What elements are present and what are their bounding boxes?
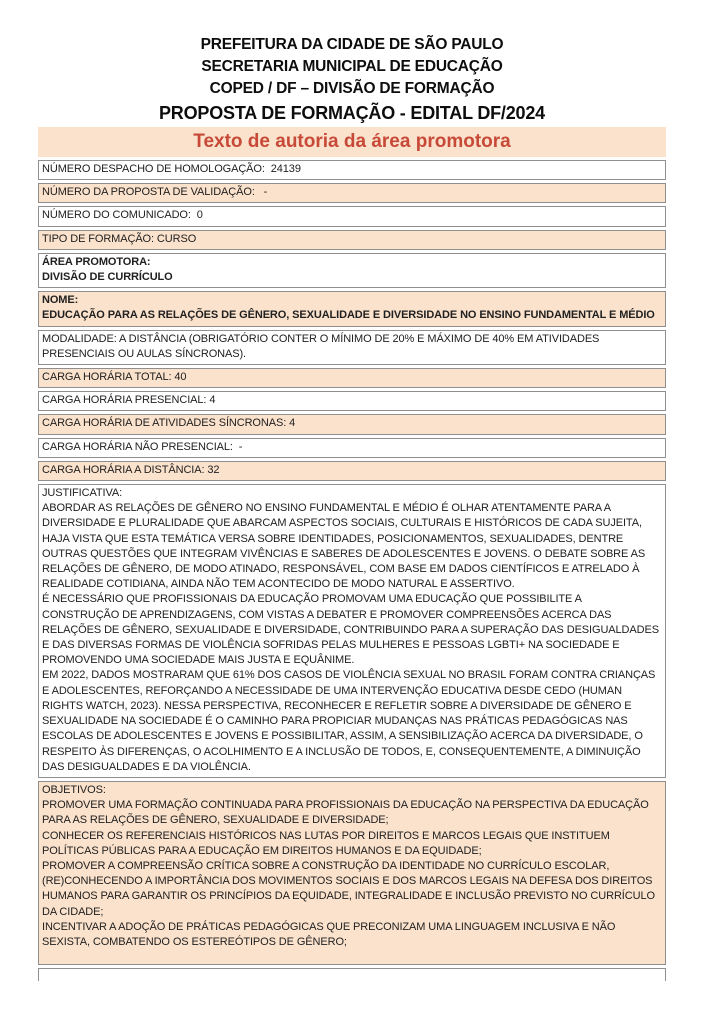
header-org-line-1: PREFEITURA DA CIDADE DE SÃO PAULO	[200, 36, 504, 53]
field-total-hours	[38, 368, 666, 388]
field-line: DIVISÃO DE CURRÍCULO	[42, 271, 173, 284]
field-communique-number	[38, 206, 666, 226]
field-line: EDUCAÇÃO PARA AS RELAÇÕES DE GÊNERO, SEXUALIDADE E DIVERSIDADE NO ENSINO FUNDAMENTAL E MÉDIO	[42, 309, 655, 322]
field-homologation-number	[38, 160, 666, 180]
form-table	[38, 160, 666, 981]
field-line: CONHECER OS REFERENCIAIS HISTÓRICOS NAS LUTAS POR DIREITOS E MARCOS LEGAIS QUE INSTITUEM POLÍTICAS PÚBLICAS PARA A EDUCAÇÃO EM DIREITOS HUMANOS E DA EQUIDADE;	[42, 829, 613, 857]
field-line: PROMOVER UMA FORMAÇÃO CONTINUADA PARA PROFISSIONAIS DA EDUCAÇÃO NA PERSPECTIVA DA EDUCAÇÃO PARA AS RELAÇÕES DE GÊNERO, SEXUALIDADE E DIVERSIDADE;	[42, 799, 652, 827]
field-line: PROMOVER A COMPREENSÃO CRÍTICA SOBRE A CONSTRUÇÃO DA IDENTIDADE NO CURRÍCULO ESCOLAR, (RE)CONHECENDO A IMPORTÂNCIA DOS MOVIMENTOS SOCIAIS E DOS MARCOS LEGAIS NA DEFESA DOS DIREITOS HUMANOS PARA GARANTIR OS PRINCÍPIOS DA EQUIDADE, INTEGRALIDADE E INCLUSÃO PREVISTO NO CURRÍCULO DA CIDADE;	[42, 859, 658, 918]
header-org-line-2: SECRETARIA MUNICIPAL DE EDUCAÇÃO	[201, 58, 503, 75]
field-line: CARGA HORÁRIA DE ATIVIDADES SÍNCRONAS: 4	[42, 417, 296, 430]
field-line: EM 2022, DADOS MOSTRARAM QUE 61% DOS CASOS DE VIOLÊNCIA SEXUAL NO BRASIL FORAM CONTRA CRIANÇAS E ADOLESCENTES, REFORÇANDO A NECESSIDADE DE UMA INTERVENÇÃO EDUCATIVA DESDE CEDO (HUMAN RIGHTS WATCH, 2023). NESSA PERSPECTIVA, RECONHECER E REFLETIR SOBRE A DIVERSIDADE DE GÊNERO E SEXUALIDADE NA SOCIEDADE É O CAMINHO PARA PROPICIAR MUDANÇAS NAS PRÁTICAS PEDAGÓGICAS NAS ESCOLAS DE ADOLESCENTES E JOVENS E POSSIBILITAR, ASSIM, A SENSIBILIZAÇÃO ACERCA DA DIVERSIDADE, O RESPEITO ÀS DIFERENÇAS, O ACOLHIMENTO E A INCLUSÃO DE TODOS, E, CONSEQUENTEMENTE, A DIMINUIÇÃO DAS DESIGUALDADES E DA VIOLÊNCIA.	[42, 669, 659, 773]
field-justification	[38, 484, 666, 778]
field-line: MODALIDADE: A DISTÂNCIA (OBRIGATÓRIO CONTER O MÍNIMO DE 20% E MÁXIMO DE 40% EM ATIVIDADES PRESENCIAIS OU AULAS SÍNCRONAS).	[42, 332, 603, 360]
banner-authorship-title: Texto de autoria da área promotora	[38, 127, 666, 157]
field-line: ÁREA PROMOTORA:	[42, 255, 151, 268]
field-distance-hours	[38, 461, 666, 481]
field-line: CARGA HORÁRIA NÃO PRESENCIAL: -	[42, 440, 243, 453]
document-title: PROPOSTA DE FORMAÇÃO - EDITAL DF/2024	[159, 103, 545, 123]
field-modality	[38, 330, 666, 365]
field-line: ABORDAR AS RELAÇÕES DE GÊNERO NO ENSINO FUNDAMENTAL E MÉDIO É OLHAR ATENTAMENTE PARA A DIVERSIDADE E PLURALIDADE QUE ABARCAM ASPECTOS SOCIAIS, CULTURAIS E HISTÓRICOS DE CADA SUJEITA, HAJA VISTA QUE ESTA TEMÁTICA VERSA SOBRE IDENTIDADES, POSICIONAMENTOS, SEXUALIDADES, DENTRE OUTRAS QUESTÕES QUE INTEGRAM VIVÊNCIAS E SABERES DE ADOLESCENTES E JOVENS. O DEBATE SOBRE AS RELAÇÕES DE GÊNERO, DE MODO ATINADO, RESPONSÁVEL, COM BASE EM DADOS CIENTÍFICOS E ATRELADO À REALIDADE COTIDIANA, AINDA NÃO TEM ACONTECIDO DE MODO NATURAL E ASSERTIVO.	[42, 502, 649, 591]
field-line: TIPO DE FORMAÇÃO: CURSO	[42, 232, 197, 245]
document-header	[38, 34, 666, 126]
field-formation-type	[38, 230, 666, 250]
field-line: JUSTIFICATIVA:	[42, 487, 123, 500]
proposal-document	[38, 34, 666, 981]
field-line: INCENTIVAR A ADOÇÃO DE PRÁTICAS PEDAGÓGICAS QUE PRECONIZAM UMA LINGUAGEM INCLUSIVA E NÃO SEXISTA, COMBATENDO OS ESTEREÓTIPOS DE GÊNERO;	[42, 920, 619, 948]
field-objectives	[38, 781, 666, 965]
header-org-line-3: COPED / DF – DIVISÃO DE FORMAÇÃO	[209, 80, 495, 97]
field-line: CARGA HORÁRIA PRESENCIAL: 4	[42, 394, 216, 407]
field-line: NÚMERO DA PROPOSTA DE VALIDAÇÃO: -	[42, 186, 268, 199]
field-line: CARGA HORÁRIA TOTAL: 40	[42, 371, 187, 384]
field-line: NOME:	[42, 294, 79, 307]
field-line: NÚMERO DESPACHO DE HOMOLOGAÇÃO: 24139	[42, 163, 301, 175]
field-line: NÚMERO DO COMUNICADO: 0	[42, 209, 203, 222]
field-synchronous-hours	[38, 414, 666, 434]
field-presential-hours	[38, 391, 666, 411]
field-line: OBJETIVOS:	[42, 783, 106, 796]
field-line: É NECESSÁRIO QUE PROFISSIONAIS DA EDUCAÇÃO PROMOVAM UMA EDUCAÇÃO QUE POSSIBILITE A CONSTRUÇÃO DE APRENDIZAGENS, COM VISTAS A DEBATER E PROMOVER COMPREENSÕES ACERCA DAS RELAÇÕES DE GÊNERO, SEXUALIDADE E DIVERSIDADE, CONTRIBUINDO PARA A SUPERAÇÃO DAS DESIGUALDADES E DAS DIVERSAS FORMAS DE VIOLÊNCIA SOFRIDAS PELAS MULHERES E PESSOAS LGBTI+ NA SOCIEDADE E PROMOVENDO UMA SOCIEDADE MAIS JUSTA E EQUÂNIME.	[42, 593, 662, 667]
field-course-name	[38, 291, 666, 326]
field-next-row-cut	[38, 968, 666, 981]
field-promoting-area	[38, 253, 666, 288]
field-non-presential-hours	[38, 438, 666, 458]
field-validation-proposal-number	[38, 183, 666, 203]
field-line: CARGA HORÁRIA A DISTÂNCIA: 32	[42, 463, 220, 476]
